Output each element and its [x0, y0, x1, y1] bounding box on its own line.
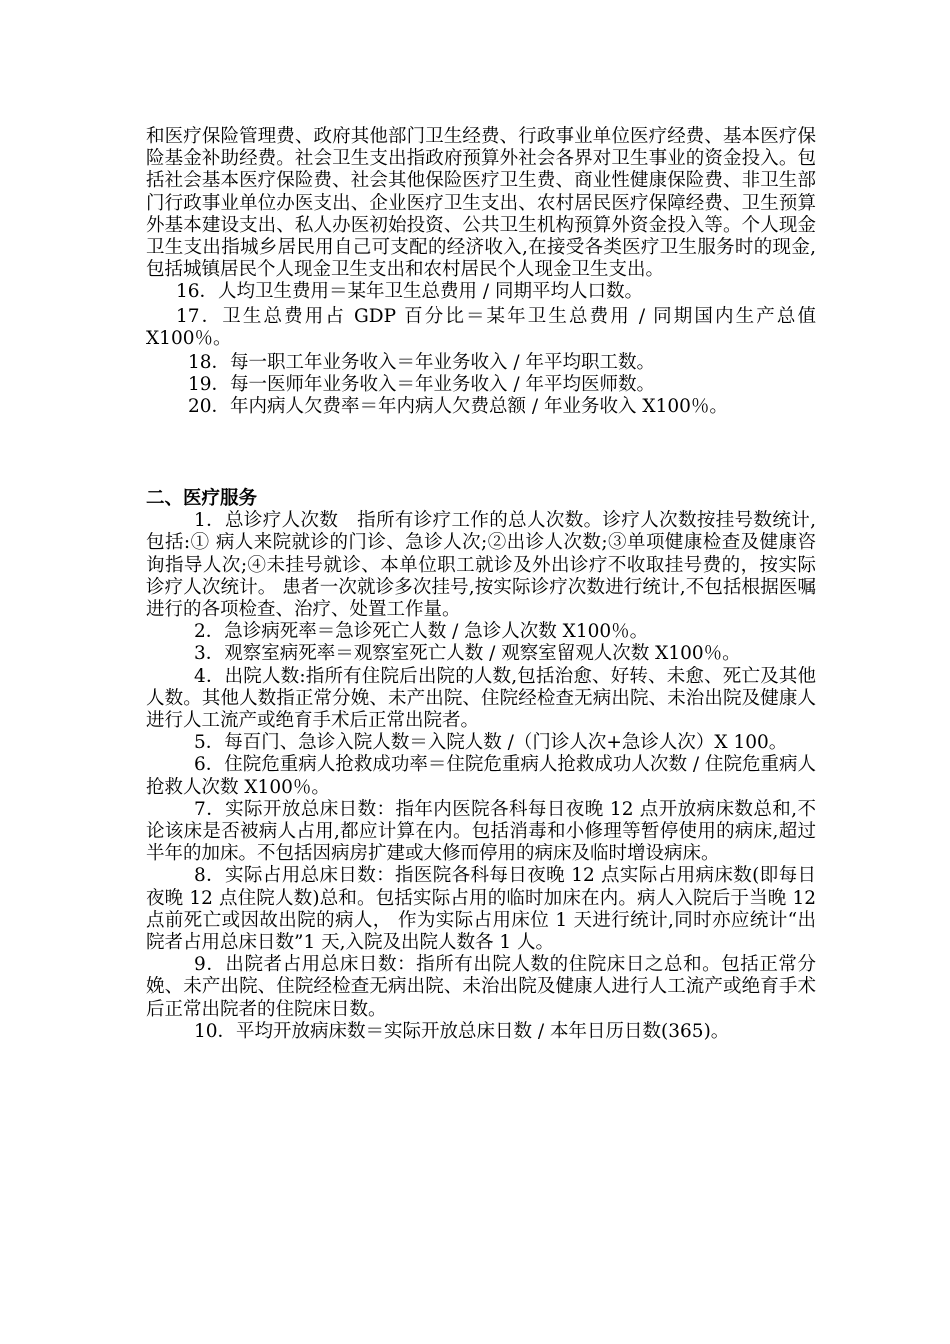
paragraph: 1．总诊疗人次数 指所有诊疗工作的总人次数。诊疗人次数按挂号数统计,包括:① 病人来院就诊的门诊、急诊人次;②出诊人次数;③单项健康检查及健康咨询指导人次;④未挂号就诊、本单位职工就诊及外出诊疗不收取挂号费的，按实际诊疗人次统计。 患者一次就诊多次挂号,按实际诊疗次数进行统计,不包括根据医嘱进行的各项检查、治疗、处置工作量。	[146, 510, 816, 621]
paragraph: 18．每一职工年业务收入＝年业务收入 / 年平均职工数。	[188, 352, 656, 374]
paragraph: 9．出院者占用总床日数：指所有出院人数的住院床日之总和。包括正常分娩、未产出院、住院经检查无病出院、未治出院及健康人进行人工流产或绝育手术后正常出院者的住院床日数。	[146, 954, 816, 1020]
paragraph: 20．年内病人欠费率＝年内病人欠费总额 / 年业务收入 X100％。	[188, 396, 728, 418]
paragraph: 7．实际开放总床日数：指年内医院各科每日夜晚 12 点开放病床数总和,不论该床是否被病人占用,都应计算在内。包括消毒和小修理等暂停使用的病床,超过半年的加床。不包括因病房扩建或大修而停用的病床及临时增设病床。	[146, 798, 816, 865]
paragraph: 6．住院危重病人抢救成功率＝住院危重病人抢救成功人次数 / 住院危重病人抢救人次数 X100％。	[146, 754, 816, 798]
paragraph: 10．平均开放病床数＝实际开放总床日数 / 本年日历日数(365)。	[194, 1020, 730, 1042]
section-heading: 二、医疗服务	[146, 488, 258, 509]
paragraph: 2．急诊病死率＝急诊死亡人数 / 急诊人次数 X100％。	[194, 621, 649, 643]
section-medical-services	[146, 488, 816, 1043]
paragraph: 5．每百门、急诊入院人数＝入院人数 /（门诊人次+急诊人次）X 100。	[194, 732, 788, 754]
paragraph: 和医疗保险管理费、政府其他部门卫生经费、行政事业单位医疗经费、基本医疗保险基金补助经费。社会卫生支出指政府预算外社会各界对卫生事业的资金投入。包括社会基本医疗保险费、社会其他保险医疗卫生费、商业性健康保险费、非卫生部门行政事业单位办医支出、企业医疗卫生支出、农村居民医疗保障经费、卫生预算外基本建设支出、私人办医初始投资、公共卫生机构预算外资金投入等。个人现金卫生支出指城乡居民用自己可支配的经济收入,在接受各类医疗卫生服务时的现金,包括城镇居民个人现金卫生支出和农村居民个人现金卫生支出。	[146, 126, 816, 281]
paragraph: 8．实际占用总床日数：指医院各科每日夜晚 12 点实际占用病床数(即每日夜晚 12 点住院人数)总和。包括实际占用的临时加床在内。病人入院后于当晚 12 点前死亡或因故出院的病人， 作为实际占用床位 1 天进行统计,同时亦应统计“出院者占用总床日数”1 天,入院及出院人数各 1 人。	[146, 865, 816, 954]
paragraph: 3．观察室病死率＝观察室死亡人数 / 观察室留观人次数 X100％。	[194, 643, 741, 665]
paragraph: 17．卫生总费用占 GDP 百分比＝某年卫生总费用 / 同期国内生产总值 X100％。	[146, 305, 816, 349]
text-block-top	[146, 126, 816, 419]
paragraph: 19．每一医师年业务收入＝年业务收入 / 年平均医师数。	[188, 374, 656, 396]
paragraph: 4．出院人数:指所有住院后出院的人数,包括治愈、好转、未愈、死亡及其他人数。其他人数指正常分娩、未产出院、住院经检查无病出院、未治出院及健康人进行人工流产或绝育手术后正常出院者。	[146, 665, 816, 732]
paragraph: 16．人均卫生费用＝某年卫生总费用 / 同期平均人口数。	[176, 281, 644, 303]
